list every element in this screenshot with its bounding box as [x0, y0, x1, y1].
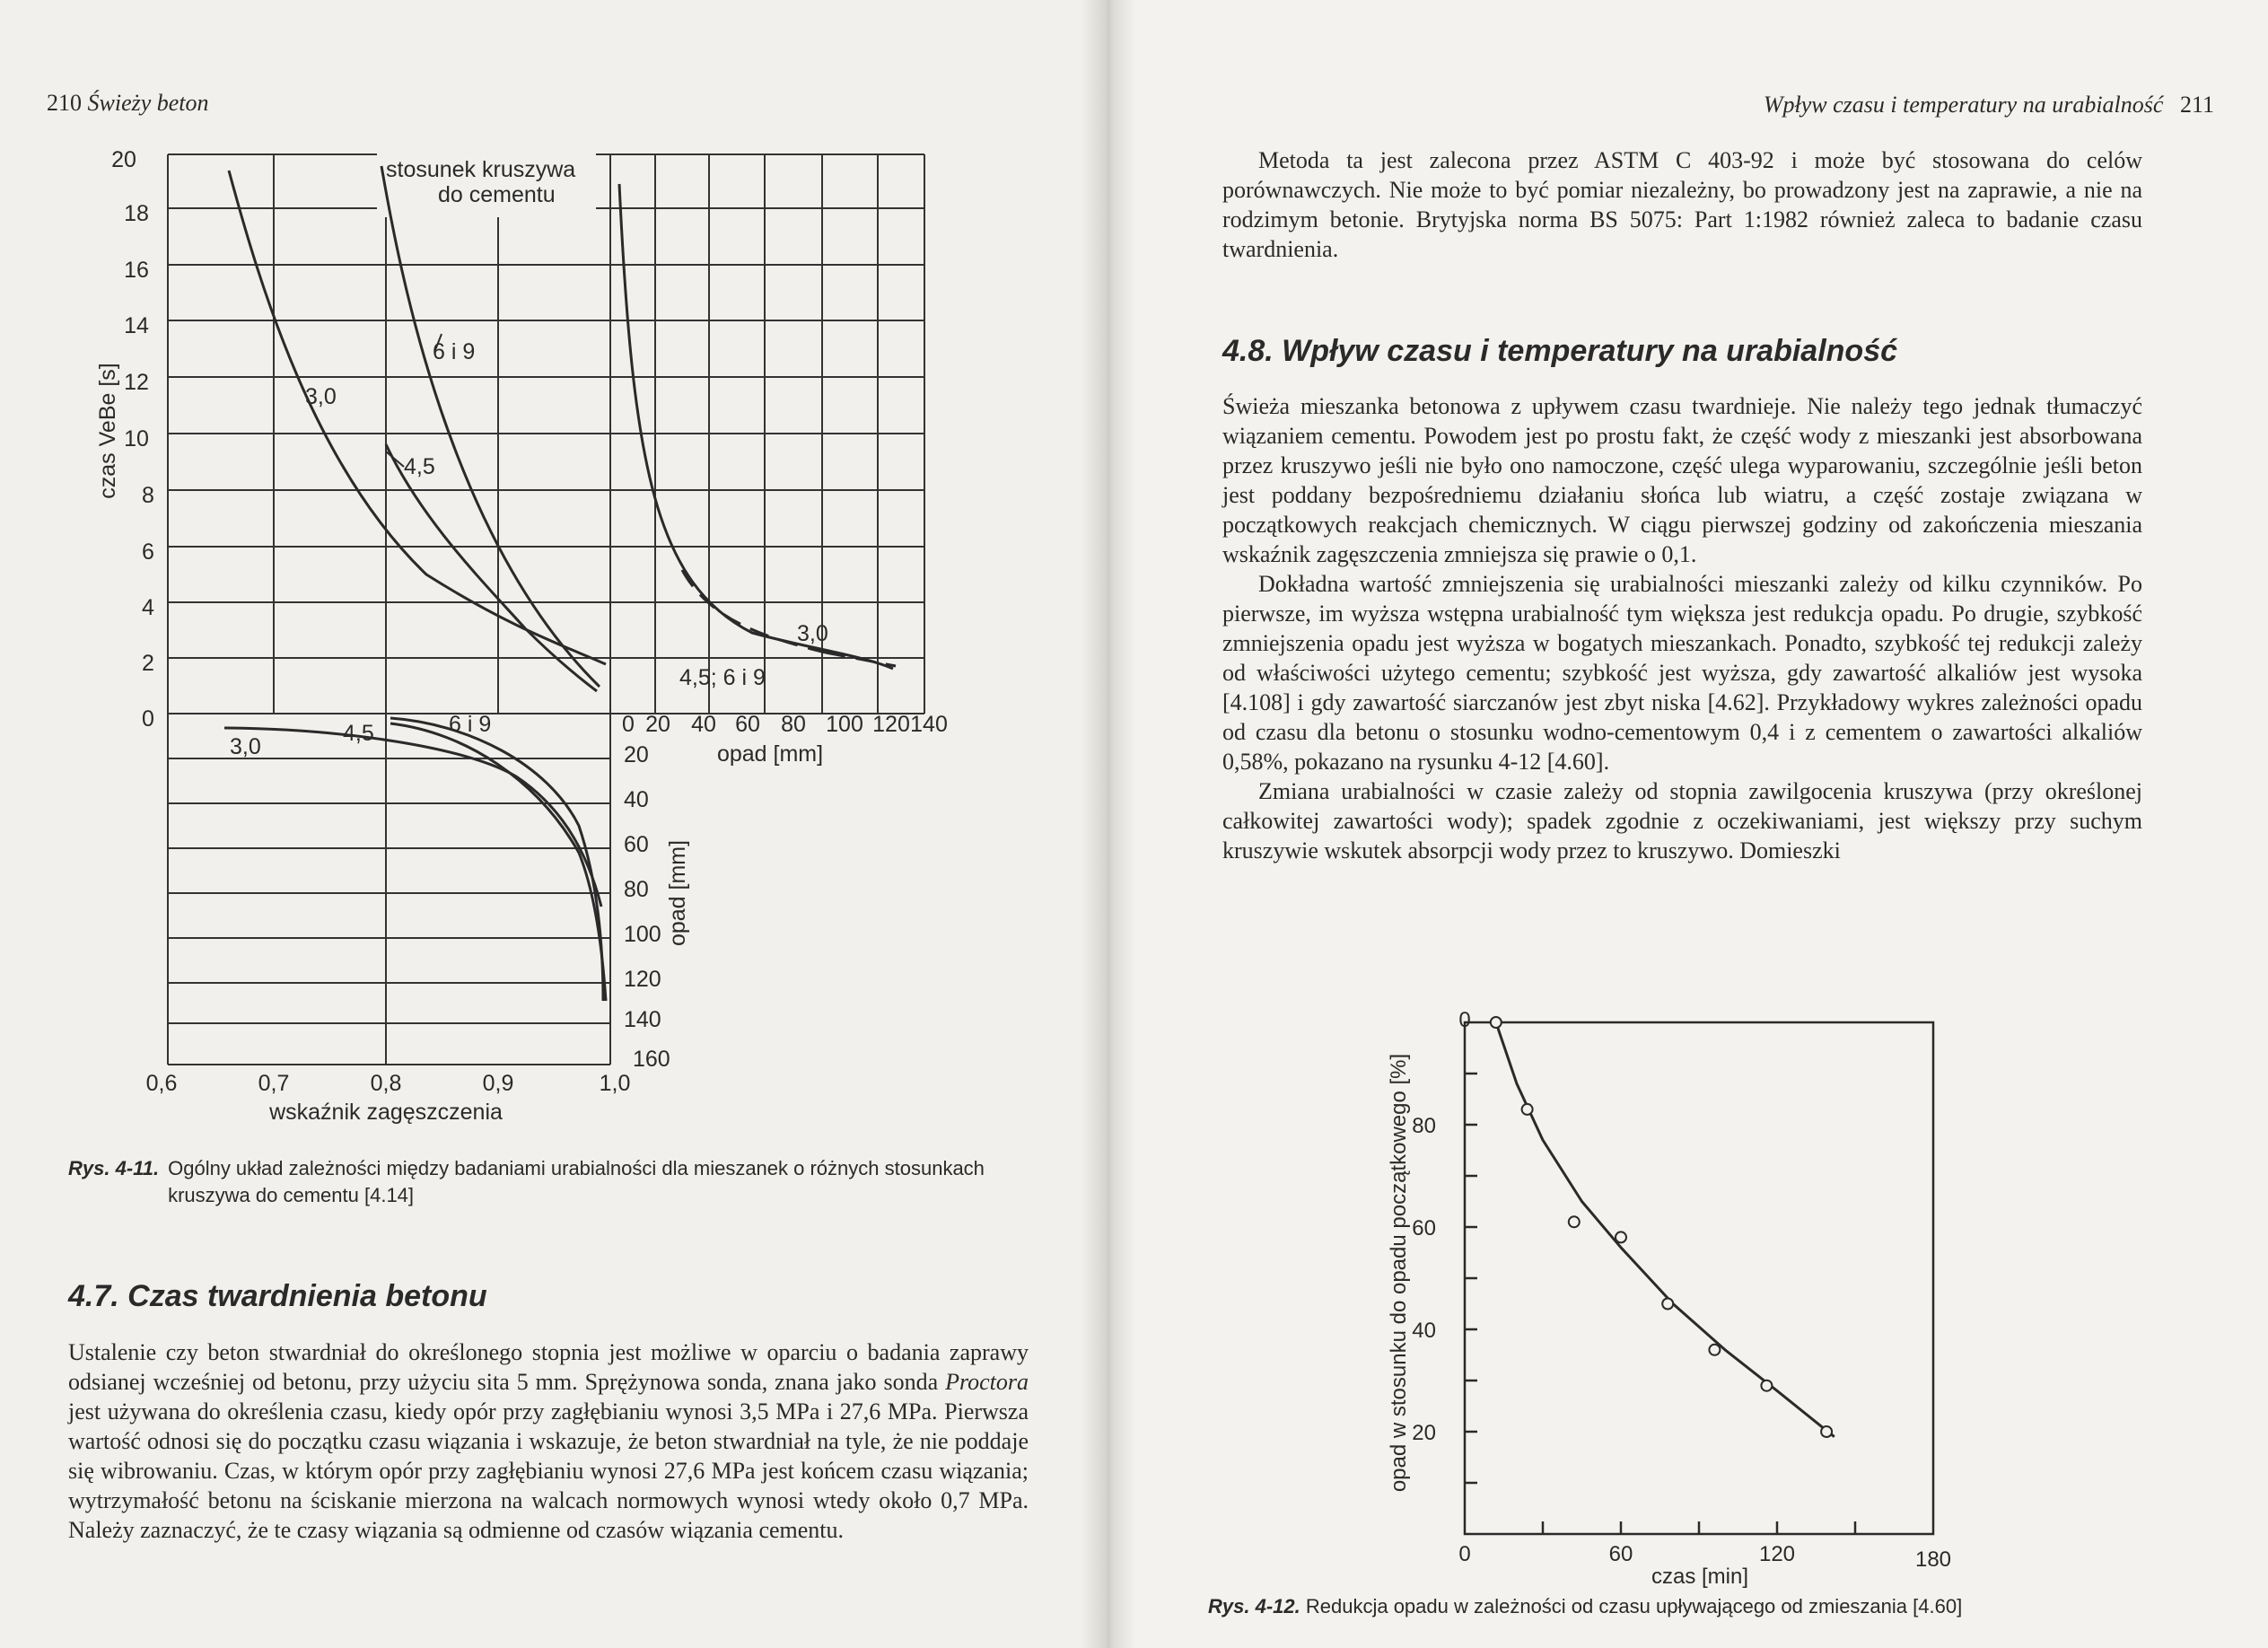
data-point: [1569, 1216, 1580, 1227]
data-point: [1821, 1426, 1832, 1437]
data-point: [1522, 1104, 1533, 1115]
slump-y-tick: 160: [633, 1047, 670, 1072]
slump-y-tick: 120: [624, 967, 661, 992]
plot-frame: [1465, 1022, 1933, 1534]
running-head-title: Świeży beton: [87, 90, 209, 116]
y-tick-label: 60: [1412, 1216, 1436, 1240]
cf-x-ticks: [146, 1071, 631, 1096]
vebe-tick: 0: [142, 706, 154, 732]
vebe-tick: 12: [124, 370, 149, 395]
data-point: [1616, 1232, 1626, 1242]
slump-y-tick: 20: [624, 742, 649, 767]
data-point: [1761, 1381, 1772, 1391]
slump-x-tick: 20: [645, 712, 670, 737]
slump-x-tick: 80: [781, 712, 806, 737]
label-c30-upper: 3,0: [305, 384, 337, 409]
label-c45-lower: 4,5: [343, 721, 374, 746]
caption-text: Redukcja opadu w zależności od czasu upływającego od zmieszania [4.60]: [1305, 1595, 1963, 1617]
page-number: 210: [47, 90, 82, 116]
slump-x-tick: 120: [872, 712, 910, 737]
x-axis-label: czas [min]: [1651, 1565, 1749, 1589]
slump-y-tick: 100: [624, 922, 661, 947]
caption-4-12: [1208, 1593, 2195, 1620]
y-tick-label: 20: [1412, 1421, 1436, 1445]
cf-x-label: wskaźnik zagęszczenia: [269, 1100, 503, 1125]
slump-x-label: opad [mm]: [716, 741, 824, 767]
y-axis-label: opad w stosunku do opadu początkowego [%]: [1387, 1053, 1411, 1493]
slump-y-tick: 40: [624, 787, 649, 812]
left-page: [0, 0, 1109, 1648]
legend-title-line2: do cementu: [438, 182, 556, 207]
caption-text: Ogólny układ zależności między badaniami urabialności dla mieszanek o różnych stosunkach kruszywa do cementu [4.14]: [168, 1157, 985, 1206]
slump-y-tick: 140: [624, 1007, 661, 1032]
label-c45-upper: 4,5: [404, 454, 435, 479]
figure-4-11: [0, 0, 1109, 1131]
slump-y-tick: 80: [624, 877, 649, 902]
x-tick-label: 60: [1608, 1542, 1633, 1566]
page-number: 211: [2179, 92, 2214, 118]
slump-x-tick: 40: [691, 712, 716, 737]
vebe-tick: 10: [124, 426, 149, 451]
section-heading-4-8: 4.8. Wpływ czasu i temperatury na urabialność: [1222, 334, 1898, 368]
slump-y-ticks: [624, 742, 670, 1072]
slump-x-ticks: [622, 712, 948, 737]
paragraph-text: Metoda ta jest zalecona przez ASTM C 403-92 i może być stosowana do celów porównawczych. Nie może to być pomiar niezależny, bo prowadzony jest na zaprawie, a nie na rodzimym betonie. Brytyjska norma BS 5075: Part 1:1982 również zaleca to badanie czasu twardnienia.: [1222, 147, 2142, 262]
slump-y-label: opad [mm]: [665, 839, 690, 947]
section-heading-4-7: 4.7. Czas twardnienia betonu: [68, 1279, 487, 1313]
label-c4569-right: 4,5; 6 i 9: [679, 665, 766, 690]
y-tick-label: 80: [1412, 1114, 1436, 1138]
curve-slump-4-5-6-9: [619, 184, 893, 669]
figure-4-12: [1109, 0, 2268, 1648]
curve-cf-6-9: [390, 718, 603, 1001]
slump-y-tick: 60: [624, 832, 649, 857]
paragraph-italic: Proctora: [945, 1369, 1029, 1395]
legend-title-line1: stosunek kruszywa: [386, 157, 576, 182]
data-point: [1662, 1299, 1673, 1310]
vebe-tick: 6: [142, 539, 154, 565]
vebe-y-label: czas VeBe [s]: [95, 363, 120, 499]
vebe-tick: 4: [142, 595, 154, 620]
book-gutter: [1081, 0, 1135, 1648]
section-4-7-paragraph: [68, 1337, 1029, 1545]
slump-x-tick: 60: [735, 712, 760, 737]
label-c69-lower: 6 i 9: [449, 712, 492, 737]
x-tick-label: 180: [1914, 1547, 1952, 1572]
label-c30-right: 3,0: [797, 621, 828, 646]
x-tick-label: 0: [1458, 1008, 1471, 1032]
caption-label: Rys. 4-12.: [1208, 1595, 1300, 1617]
paragraph: Zmiana urabialności w czasie zależy od stopnia zawilgocenia kruszywa (przy określonej całkowitej zawartości wody); spadek zgodnie z oczekiwaniami, jest większy przy suchym kruszywie wskutek absorpcji wody przez to kruszywo. Domieszki: [1222, 778, 2142, 863]
slump-x-tick: 140: [910, 712, 948, 737]
label-c69-upper: 6 i 9: [433, 339, 476, 364]
running-head-title: Wpływ czasu i temperatury na urabialność: [1763, 92, 2164, 118]
curve-vebe-4-5: [386, 444, 597, 691]
x-tick-label: 0: [1458, 1542, 1471, 1566]
right-page: [1109, 0, 2268, 1648]
vebe-tick: 14: [124, 313, 149, 338]
paragraph: Dokładna wartość zmniejszenia się urabialności mieszanki zależy od kilku czynników. Po pierwsze, im wyższa wstępna urabialność tym większa jest redukcja opadu. Po drugie, szybkość zmniejszenia opadu jest wyższa w bogatych mieszankach. Ponadto, szybkość tej redukcji zależy od właściwości użytego cementu; szybkość jest wyższa, gdy zawartość alkaliów jest wysoka [4.108] i gdy zawartość siarczanów jest zbyt niska [4.62]. Przykładowy wykres zależności opadu od czasu dla betonu o stosunku wodno-cementowym 0,4 i z cementem o zawartości alkaliów 0,58%, pokazano na rysunku 4-12 [4.60].: [1222, 571, 2142, 775]
vebe-tick: 16: [124, 258, 149, 283]
curve-cf-3-0: [224, 728, 601, 907]
paragraph: Świeża mieszanka betonowa z upływem czasu twardnieje. Nie należy tego jednak tłumaczyć wiązaniem cementu. Powodem jest po prostu fakt, że część wody z mieszanki jest absorbowana przez kruszywo jeśli nie było ono namoczone, część ulega wyparowaniu, szczególnie jeśli beton jest poddany bezpośredniemu działaniu słońca lub wiatru, a część zostaje związana w początkowych reakcjach chemicznych. W ciągu pierwszej godziny od zakończenia mieszania wskaźnik zagęszczenia zmniejsza się prawie o 0,1.: [1222, 393, 2142, 567]
caption-label: Rys. 4-11.: [68, 1157, 160, 1179]
vebe-tick: 8: [142, 483, 154, 508]
cf-x-tick: 0,7: [258, 1071, 290, 1096]
cf-x-tick: 0,9: [482, 1071, 514, 1096]
caption-4-11: [68, 1155, 1002, 1209]
fit-curve: [1496, 1022, 1835, 1437]
data-point: [1709, 1345, 1720, 1355]
cf-x-tick: 0,8: [370, 1071, 402, 1096]
curve-vebe-6-9: [381, 166, 600, 687]
x-tick-label: 120: [1758, 1542, 1796, 1566]
slump-x-tick: 100: [826, 712, 863, 737]
data-point: [1491, 1017, 1502, 1028]
y-tick-label: 40: [1412, 1319, 1436, 1343]
cf-x-tick: 0,6: [145, 1071, 178, 1096]
cf-x-tick: 1,0: [599, 1071, 631, 1096]
vebe-tick: 20: [111, 147, 136, 172]
curve-vebe-3-0: [229, 171, 606, 664]
slump-x-tick: 0: [622, 712, 635, 737]
vebe-tick: 18: [124, 201, 149, 226]
curve-cf-4-5: [390, 723, 606, 1001]
paragraph-text: jest używana do określenia czasu, kiedy opór przy zagłębianiu wynosi 3,5 MPa i 27,6 MPa. Pierwsza wartość odnosi się do początku czasu wiązania i wskazuje, że beton stwardniał na tyle, że nie poddaje się wibrowaniu. Czas, w którym opór przy zagłębianiu wynosi 27,6 MPa jest końcem czasu wiązania; wytrzymałość betonu na ściskanie mierzona na walcach normowych wynosi wtedy około 0,7 MPa. Należy zaznaczyć, że te czasy wiązania są odmienne od czasów wiązania cementu.: [68, 1398, 1029, 1543]
vebe-tick: 2: [142, 651, 154, 676]
paragraph-text: Ustalenie czy beton stwardniał do określonego stopnia jest możliwe w oparciu o badania zaprawy odsianej wcześniej od betonu, przy użyciu sita 5 mm. Sprężynowa sonda, znana jako sonda: [68, 1339, 1029, 1395]
label-c30-lower: 3,0: [230, 734, 261, 759]
